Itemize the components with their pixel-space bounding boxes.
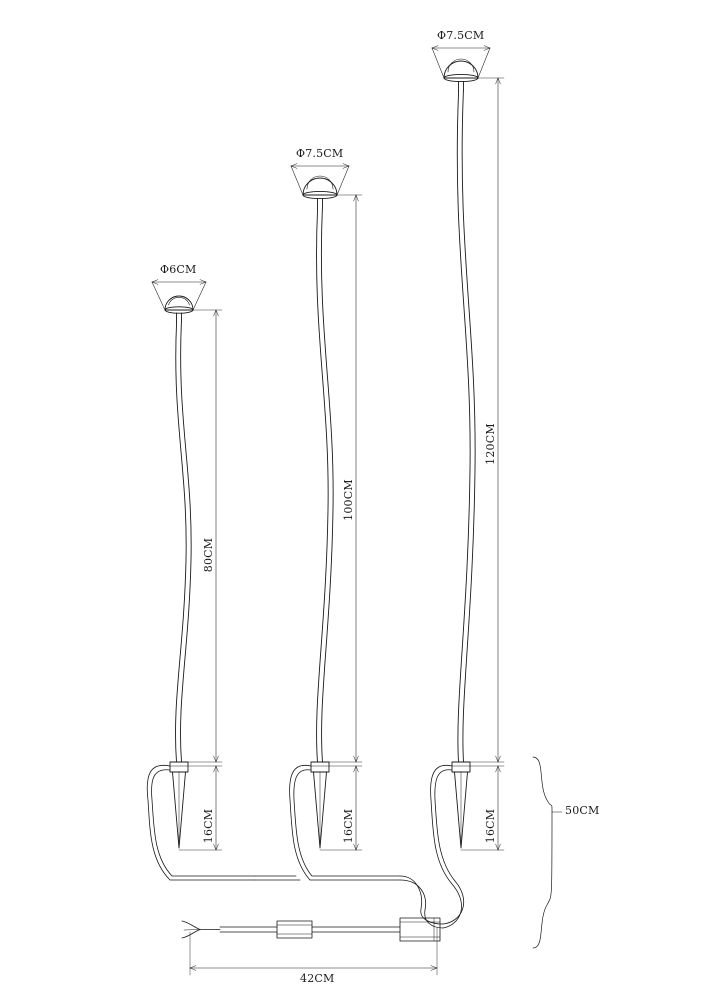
cable-network-geometry: [147, 765, 464, 941]
lamp-small-geometry: [165, 296, 193, 848]
lamp-medium-height-label: 100CM: [342, 479, 355, 521]
cable-run-label: 50CM: [565, 804, 600, 817]
lamp-small-diameter-label: Φ6CM: [160, 263, 197, 276]
lamp-medium-diameter-label: Φ7.5CM: [296, 147, 344, 160]
lamp-medium-geometry: [303, 176, 337, 848]
lamp-large-diameter-label: Φ7.5CM: [437, 29, 485, 42]
lamp-large-height-label: 120CM: [484, 423, 497, 465]
lamp-small-spike-label: 16CM: [202, 808, 215, 844]
lamp-medium-spike-label: 16CM: [342, 808, 355, 844]
cable-span-label: 42CM: [300, 972, 335, 985]
lamp-large-spike-label: 16CM: [484, 808, 497, 844]
lamp-small-height-label: 80CM: [202, 537, 215, 573]
lamp-large-geometry: [444, 59, 478, 848]
